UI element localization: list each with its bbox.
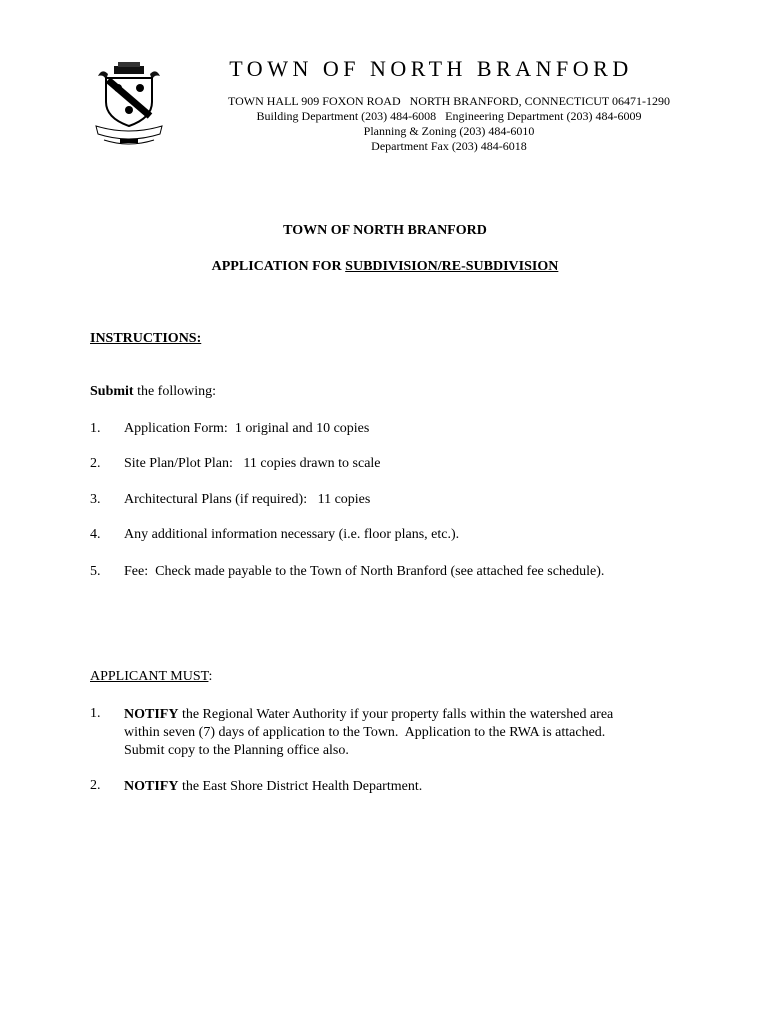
application-prefix: APPLICATION FOR [211,259,346,274]
instruction-item: Architectural Plans (if required): 11 copies [124,492,371,507]
instruction-number: 3. [90,492,101,507]
instruction-item: Any additional information necessary (i.e. floor plans, etc.). [124,527,460,542]
instructions-heading: INSTRUCTIONS: [90,331,202,346]
applicant-number: 1. [90,706,101,721]
application-title [0,259,770,275]
application-subject: SUBDIVISION/RE-SUBDIVISION [345,259,559,274]
applicant-item: NOTIFY the Regional Water Authority if your property falls within the watershed area within seven (7) days of application to the Town. Application to the RWA is attached. Submit copy to the Planning office also. [124,707,614,758]
instruction-item: Site Plan/Plot Plan: 11 copies drawn to scale [124,456,381,471]
notify-bold: NOTIFY [124,707,179,722]
letterhead-banner: TOWN OF NORTH BRANFORD [229,56,633,81]
document-town-title: TOWN OF NORTH BRANFORD [283,223,487,238]
applicant-number: 2. [90,778,101,793]
address-line: TOWN HALL 909 FOXON ROAD NORTH BRANFORD, CONNECTICUT 06471-1290 [227,94,671,108]
instruction-item: Fee: Check made payable to the Town of North Branford (see attached fee schedule). [124,564,605,579]
instruction-number: 1. [90,421,101,436]
fax-line: Department Fax (203) 484-6018 [371,139,527,153]
instruction-number: 4. [90,527,101,542]
instruction-number: 5. [90,564,101,579]
phone-line: Building Department (203) 484-6008 Engineering Department (203) 484-6009 [256,109,642,123]
notify-bold: NOTIFY [124,779,179,794]
submit-line [90,384,216,400]
planning-phone-line: Planning & Zoning (203) 484-6010 [363,124,535,138]
applicant-heading: APPLICANT MUST: [90,669,213,684]
instruction-number: 2. [90,456,101,471]
submit-bold: Submit [90,384,134,399]
submit-rest: the following: [133,384,217,399]
applicant-item: NOTIFY the East Shore District Health Department. [124,779,423,794]
instruction-item: Application Form: 1 original and 10 copies [124,421,370,436]
